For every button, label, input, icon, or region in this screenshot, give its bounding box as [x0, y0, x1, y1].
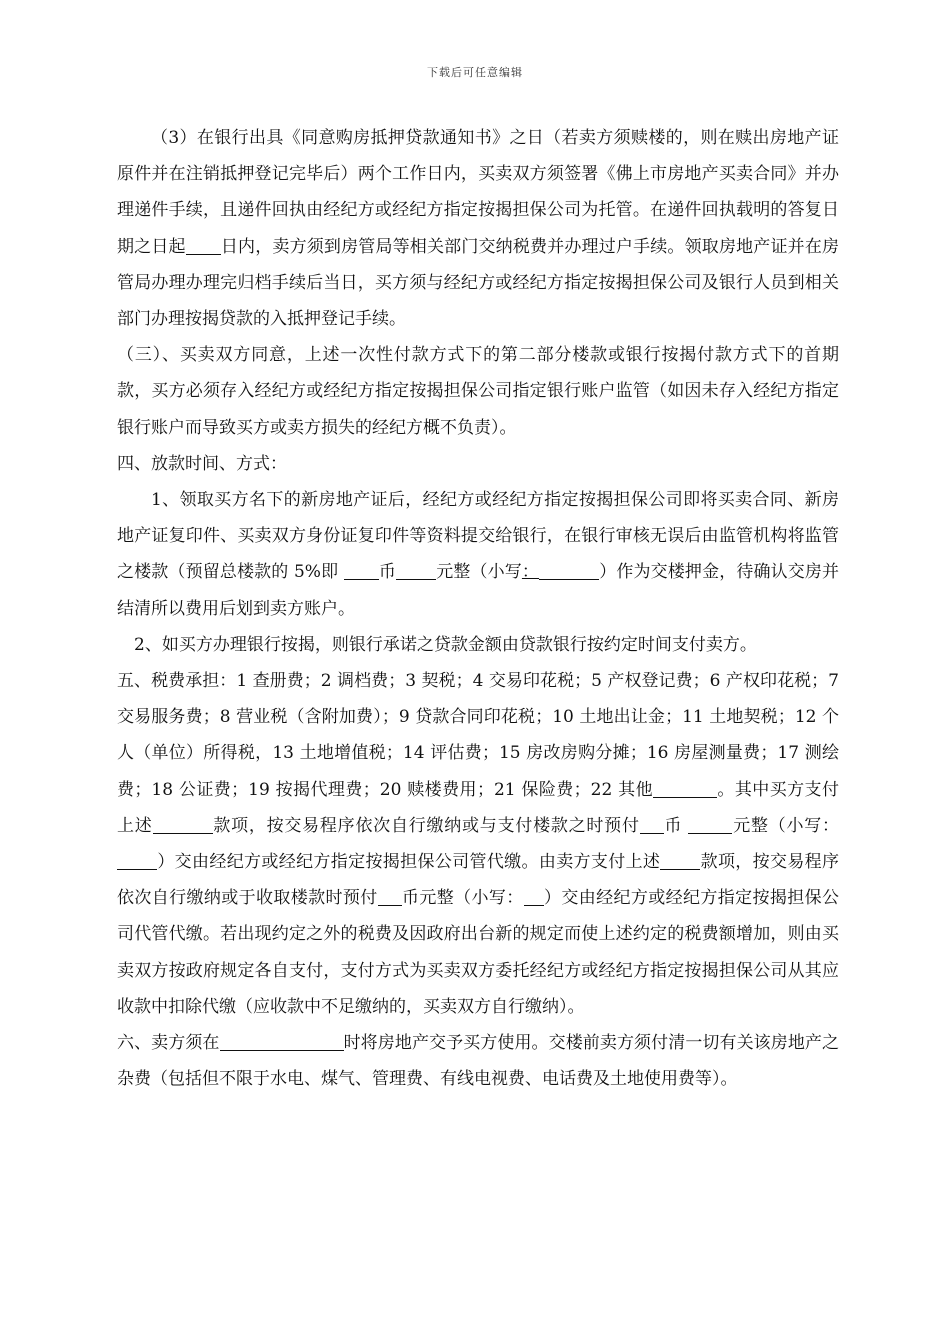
paragraph-text: 款项，按交易程序依次自行缴纳或与支付楼款之时预付 — [212, 815, 640, 836]
paragraph-text: ： — [521, 562, 540, 583]
paragraph-text: 币 — [378, 562, 397, 583]
paragraph-text: 款项，按交易程序依次自行缴纳或于收取楼款时预付 — [117, 852, 840, 909]
blank-field — [186, 234, 221, 255]
paragraph-tax-fees — [117, 663, 839, 1025]
paragraph-text: 1、领取买方名下的新房地产证后，经纪方或经纪方指定按揭担保公司即将买卖合同、新房地产证复印件、买卖双方身份证复印件等资料提交给银行，在银行审核无误后由监管机构将监管之楼款（预留总楼款的 5%即 — [117, 490, 839, 583]
blank-field — [396, 559, 436, 580]
paragraph-section-three: （三）、买卖双方同意，上述一次性付款方式下的第二部分楼款或银行按揭付款方式下的首期款，买方必须存入经纪方或经纪方指定按揭担保公司指定银行账户监管（如因未存入经纪方指定银行账户而导致买方或卖方损失的经纪方概不负责）。 — [117, 345, 839, 438]
blank-field — [524, 885, 544, 906]
blank-field — [220, 1030, 344, 1051]
document-body — [117, 120, 839, 1097]
blank-field — [539, 559, 599, 580]
paragraph-text: （3）在银行出具《同意购房抵押贷款通知书》之日（若卖方须赎楼的，则在赎出房地产证原件并在注销抵押登记完毕后）两个工作日内，买卖双方须签署《佛上市房地产买卖合同》并办理递件手续，且递件回执由经纪方或经纪方指定按揭担保公司为托管。在递件回执载明的答复日期之日起 — [117, 128, 839, 257]
paragraph-bank-payment: 2、如买方办理银行按揭，则银行承诺之贷款金额由贷款银行按约定时间支付卖方。 — [134, 634, 757, 655]
paragraph-text: 六、卖方须在 — [117, 1033, 220, 1054]
blank-field — [653, 777, 717, 798]
paragraph-text: ）交由经纪方或经纪方指定按揭担保公司管代缴。由卖方支付上述 — [157, 852, 661, 873]
blank-field — [153, 813, 213, 834]
paragraph-text: 五、税费承担：1 查册费；2 调档费；3 契税；4 交易印花税；5 产权登记费；6 产权印花税；7 交易服务费；8 营业税（含附加费）；9 贷款合同印花税；10 土地出让金；11 土地契税；12 个人（单位）所得税，13 土地增值税；14 评估费；15 房改房购分摊；16 房屋测量费；17 测绘费；18 公证费；19 按揭代理费；20 赎楼费用；21 保险费；22 其他 — [117, 671, 839, 800]
paragraph-text: 日内，卖方须到房管局等相关部门交纳税费并办理过户手续。领取房地产证并在房管局办理办理完归档手续后当日，买方须与经纪方或经纪方指定按揭担保公司及银行人员到相关部门办理按揭贷款的入抵押登记手续。 — [117, 236, 840, 330]
paragraph-text: 。其中买方支付上述 — [117, 779, 839, 836]
paragraph-bank-loan-notice — [117, 120, 839, 337]
paragraph-text: 元整（小写 — [436, 562, 522, 583]
heading-section-four: 四、放款时间、方式： — [117, 453, 287, 474]
blank-field — [640, 813, 664, 834]
blank-field — [660, 849, 700, 870]
paragraph-text: 币 — [663, 815, 689, 836]
blank-field — [688, 813, 732, 834]
paragraph-text: ）作为交楼押金，待确认交房并结清所以费用后划到卖方账户。 — [117, 562, 840, 619]
paragraph-release-method — [117, 482, 839, 627]
paragraph-text: 时将房地产交予买方使用。交楼前卖方须付清一切有关该房地产之杂费（包括但不限于水电、煤气、管理费、有线电视费、电话费及土地使用费等）。 — [117, 1033, 840, 1090]
paragraph-text: ）交由经纪方或经纪方指定按揭担保公司代管代缴。若出现约定之外的税费及因政府出台新的规定而使上述约定的税费额增加，则由买卖双方按政府规定各自支付，支付方式为买卖双方委托经纪方或经纪方指定按揭担保公司从其应收款中扣除代缴（应收款中不足缴纳的，买卖双方自行缴纳）。 — [117, 888, 839, 1017]
paragraph-handover — [117, 1025, 839, 1097]
blank-field — [117, 849, 157, 870]
paragraph-text: 币元整（小写： — [401, 888, 524, 909]
blank-field — [378, 885, 402, 906]
page-header: 下载后可任意编辑 — [427, 66, 523, 79]
blank-field — [344, 559, 379, 580]
paragraph-text: 元整（小写： — [732, 815, 840, 836]
